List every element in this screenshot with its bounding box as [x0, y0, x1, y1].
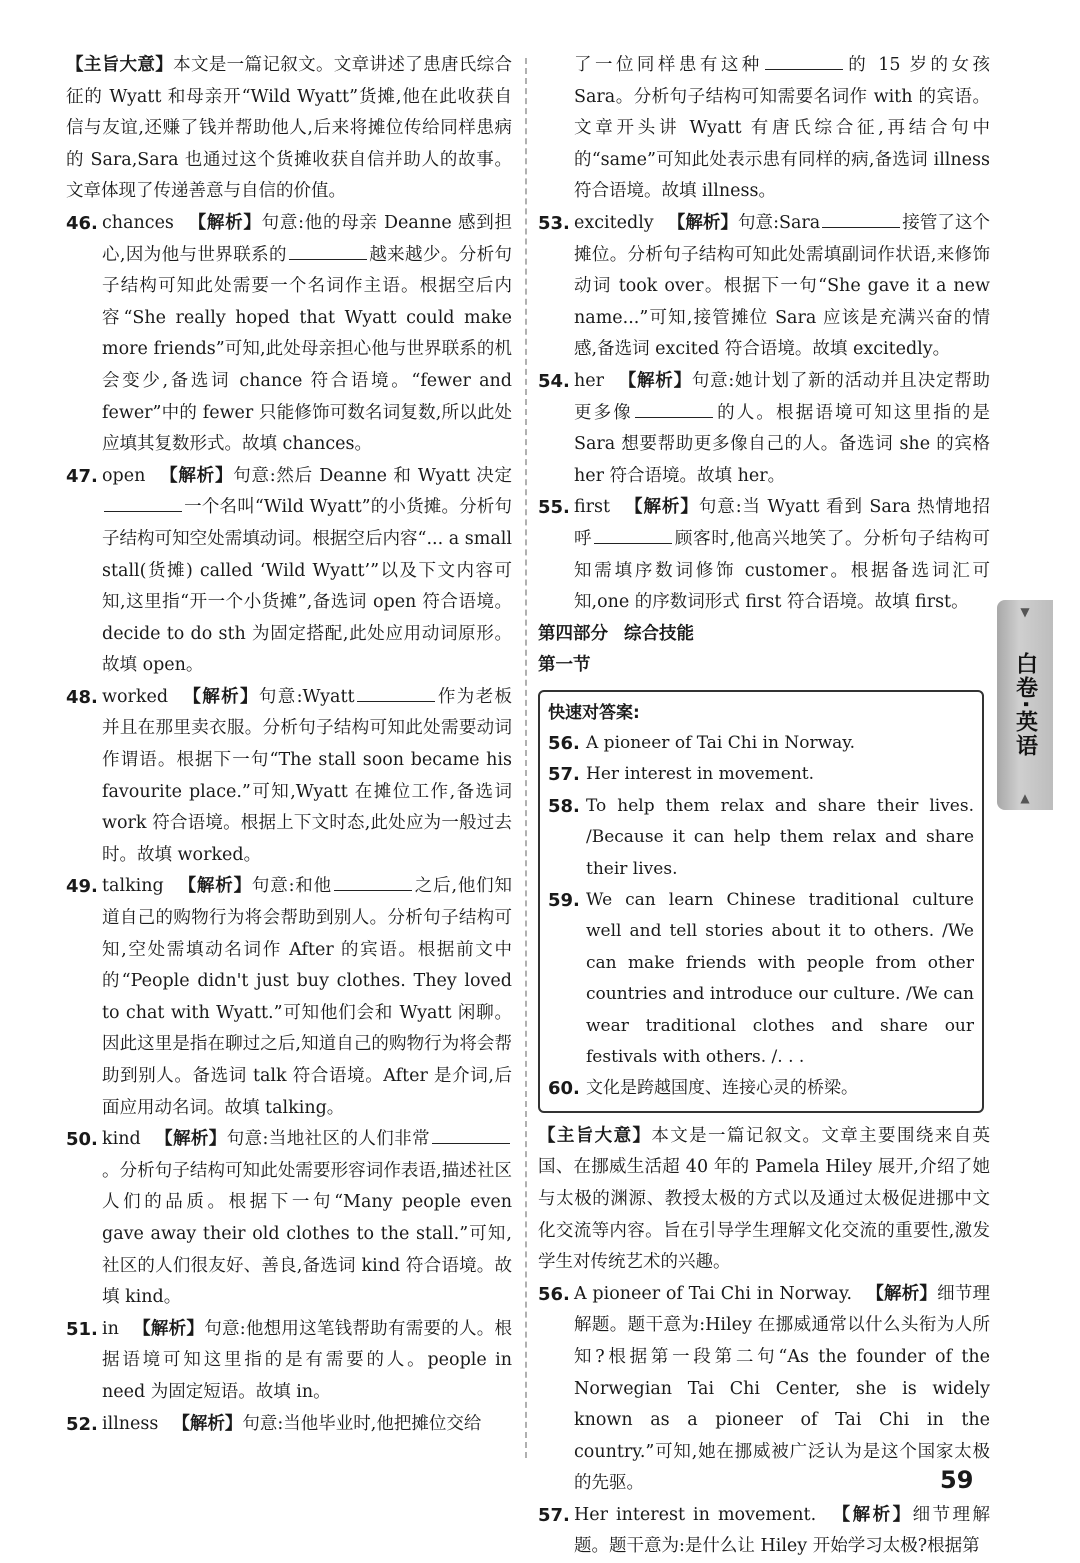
quick-answer-text: We can learn Chinese traditional culture well and tell stories about it to others. /We can make friends with people from other countries and introduce our culture. /We can wear traditional clothes and share our festivals with others. /. . .	[586, 889, 974, 1067]
item-text-pre: 句意:然后 Deanne 和 Wyatt 决定	[233, 465, 513, 486]
answer-item-54	[538, 366, 990, 492]
item-answer: first	[574, 497, 611, 518]
analysis-tag: 【解析】	[624, 497, 699, 518]
section-heading	[538, 619, 990, 651]
item-answer: in	[102, 1318, 119, 1339]
item-number: 58.	[548, 795, 580, 817]
quick-answer-56	[548, 728, 974, 759]
item-answer: her	[574, 370, 604, 391]
item-number: 53.	[538, 212, 570, 234]
quick-answer-58	[548, 791, 974, 885]
item-answer: A pioneer of Tai Chi in Norway.	[574, 1283, 853, 1304]
analysis-tag: 【解析】	[618, 370, 692, 391]
analysis-tag: 【解析】	[830, 1504, 913, 1525]
item-number: 54.	[538, 370, 570, 392]
quick-answer-text: To help them relax and share their lives. /Because it can help them relax and share their lives.	[586, 795, 974, 879]
side-tab-label: 白卷·英语	[1012, 651, 1038, 759]
item-number: 48.	[66, 686, 98, 708]
item-text-post: 的人。根据语境可知这里指的是 Sara 想要帮助更多像自己的人。备选词 she 的宾格 her 符合语境。故填 her。	[574, 402, 991, 486]
answer-item-46	[66, 208, 512, 461]
item-number: 55.	[538, 497, 570, 519]
item-text: 细节理解题。题干意为:是什么让 Hiley 开始学习太极?根据第	[574, 1504, 991, 1557]
quick-answer-59	[548, 885, 974, 1073]
section-name: 综合技能	[624, 623, 694, 644]
left-column	[66, 50, 512, 1440]
theme-text: 本文是一篇记叙文。文章主要围绕来自英国、在挪威生活超 40 年的 Pamela Hiley 展开,介绍了她与太极的渊源、教授太极的方式以及通过太极促进挪中文化交流等内容。旨在引导学生理解文化交流的重要性,激发学生对传统艺术的兴趣。	[538, 1125, 991, 1273]
item-text-post: 越来越少。分析句子结构可知此处需要一个名词作主语。根据空后内容“She really hoped that Wyatt could make more friends”可知,此处母亲担心他与世界联系的机会变少,备选词 chance 符合语境。“fewer and fewer”中的 fewer 只能修饰可数名词复数,所以此处应填其复数形式。故填 chances。	[102, 244, 513, 455]
item-answer: kind	[102, 1129, 141, 1150]
quick-answer-57	[548, 759, 974, 790]
subsection-heading: 第一节	[538, 655, 591, 676]
item-number: 60.	[548, 1078, 580, 1100]
quick-answer-text: Her interest in movement.	[586, 764, 815, 785]
item-text-post: 接管了这个摊位。分析句子结构可知此处需填副词作状语,来修饰动词 took over。根据下一句“She gave it a new name...”可知,接管摊位 Sara 应该是充满兴奋的情感,备选词 excited 符合语境。故填 excitedly。	[574, 212, 990, 360]
analysis-tag: 【解析】	[132, 1318, 205, 1339]
section-part: 第四部分	[538, 623, 608, 644]
analysis-tag: 【解析】	[182, 686, 259, 707]
item-text-pre: 句意:当地社区的人们非常	[226, 1129, 430, 1150]
item-text-pre: 句意:他想用这笔钱帮助有需要的人。根据语境可知这里指的是有需要的人。people in need 为固定短语。故填 in。	[102, 1318, 513, 1402]
item-text-pre: 了一位同样患有这种	[574, 55, 763, 75]
item-text-post: 的 15 岁的女孩 Sara。分析句子结构可知需要名词作 with 的宾语。文章开头讲 Wyatt 有唐氏综合征,再结合句中的“same”可知此处表示患有同样的病,备选词 illness 符合语境。故填 illness。	[574, 55, 990, 202]
item-number: 50.	[66, 1129, 98, 1151]
item-text-post: 顾客时,他高兴地笑了。分析句子结构可知需填序数词修饰 customer。根据备选词汇可知,one 的序数词形式 first 符合语境。故填 first。	[574, 528, 991, 613]
item-text-post: 。分析句子结构可知此处需要形容词作表语,描述社区人们的品质。根据下一句“Many people even gave away their old clothes to the stall.”可知,社区的人们很友好、善良,备选词 kind 符合语境。故填 kind。	[102, 1160, 512, 1308]
answer-item-53	[538, 208, 990, 366]
item-text-pre: 句意:她计划了新的活动并且决定帮助更多像	[574, 370, 991, 423]
answer-item-51	[66, 1314, 512, 1409]
triangle-up-icon: ▲	[1020, 790, 1030, 805]
item-answer: chances	[102, 212, 174, 233]
explanation-item-56	[538, 1279, 990, 1500]
analysis-tag: 【解析】	[177, 876, 252, 897]
answer-item-48	[66, 682, 512, 872]
item-number: 57.	[538, 1504, 570, 1526]
blank-line	[822, 209, 900, 228]
answer-item-52	[66, 1409, 512, 1441]
page-number: 59	[940, 1466, 974, 1494]
item-number: 56.	[548, 732, 580, 754]
analysis-tag: 【解析】	[866, 1283, 938, 1304]
item-text-post: 作为老板并且在那里卖衣服。分析句子结构可知此处需要动词作谓语。根据下一句“The stall soon became his favourite place.”可知,Wyatt 在摊位工作,备选词 work 符合语境。根据上下文时态,此处应为一般过去时。故填 worked。	[102, 686, 513, 865]
item-answer: Her interest in movement.	[574, 1504, 817, 1525]
triangle-down-icon: ▼	[1020, 605, 1030, 619]
blank-line	[594, 525, 672, 544]
item-number: 59.	[548, 889, 580, 911]
item-number: 56.	[538, 1283, 570, 1305]
analysis-tag: 【解析】	[187, 212, 262, 233]
analysis-tag: 【解析】	[172, 1413, 243, 1434]
item-answer: illness	[102, 1413, 159, 1434]
blank-line	[765, 51, 843, 70]
item-number: 46.	[66, 212, 98, 234]
answer-item-52-continued	[538, 50, 990, 208]
theme-text: 本文是一篇记叙文。文章讲述了患唐氏综合征的 Wyatt 和母亲开“Wild Wyatt”货摊,他在此收获自信与友谊,还赚了钱并帮助他人,后来将摊位传给同样患病的 Sara,Sara 也通过这个货摊收获自信并助人的故事。文章体现了传递善意与自信的价值。	[66, 55, 512, 202]
theme-summary	[66, 50, 512, 208]
answer-item-55	[538, 492, 990, 618]
answer-item-49	[66, 871, 512, 1124]
item-number: 49.	[66, 876, 98, 898]
theme-summary	[538, 1121, 990, 1279]
item-number: 57.	[548, 764, 580, 786]
item-answer: excitedly	[574, 212, 654, 233]
item-text-post: 之后,他们知道自己的购物行为将会帮助到别人。分析句子结构可知,空处需填动名词作 After 的宾语。根据前文中的“People didn't just buy clothes. They loved to chat with Wyatt.”可知他们会和 Wyatt 闲聊。因此这里是指在聊过之后,知道自己的购物行为将会帮助到别人。备选词 talk 符合语境。After 是介词,后面应用动名词。故填 talking。	[102, 876, 512, 1118]
blank-line	[334, 872, 412, 891]
side-tab	[997, 600, 1053, 810]
blank-line	[432, 1125, 510, 1144]
answer-item-47	[66, 461, 512, 682]
blank-line	[357, 683, 435, 702]
quick-answer-text: 文化是跨越国度、连接心灵的桥梁。	[586, 1078, 858, 1099]
answer-box-title: 快速对答案:	[548, 702, 640, 723]
item-number: 51.	[66, 1318, 98, 1340]
analysis-tag: 【解析】	[154, 1129, 227, 1150]
quick-answer-text: A pioneer of Tai Chi in Norway.	[586, 732, 856, 753]
item-number: 47.	[66, 465, 98, 487]
answer-item-50	[66, 1124, 512, 1314]
theme-label: 【主旨大意】	[538, 1125, 652, 1146]
theme-label: 【主旨大意】	[66, 55, 174, 75]
quick-answer-box	[538, 690, 984, 1113]
item-text-post: 一个名叫“Wild Wyatt”的小货摊。分析句子结构可知空处需填动词。根据空后内容“... a small stall(货摊) called ‘Wild Wyatt’”以及下文内容可知,这里指“开一个小货摊”,备选词 open 符合语境。decide to do sth 为固定搭配,此处应用动词原形。故填 open。	[102, 497, 512, 676]
item-answer: open	[102, 465, 146, 486]
item-text-pre: 句意:Sara	[737, 212, 821, 233]
blank-line	[635, 399, 713, 418]
blank-line	[289, 241, 367, 260]
item-text-pre: 句意:他的母亲 Deanne 感到担心,因为他与世界联系的	[102, 212, 512, 265]
explanation-item-57	[538, 1500, 990, 1563]
item-text-pre: 句意:Wyatt	[258, 686, 355, 707]
item-text-pre: 句意:当 Wyatt 看到 Sara 热情地招呼	[574, 497, 991, 549]
analysis-tag: 【解析】	[159, 465, 234, 486]
item-text-pre: 句意:和他	[251, 876, 332, 897]
analysis-tag: 【解析】	[667, 212, 738, 233]
column-divider	[525, 58, 527, 1458]
item-answer: worked	[102, 686, 169, 707]
quick-answer-60	[548, 1073, 974, 1104]
item-text: 细节理解题。题干意为:Hiley 在挪威通常以什么头衔为人所知?根据第一段第二句“As the founder of the Norwegian Tai Chi Center, she is widely known as a pioneer of Tai Chi in the country.”可知,她在挪威被广泛认为是这个国家太极的先驱。	[574, 1283, 991, 1494]
right-column	[538, 50, 990, 1563]
item-answer: talking	[102, 876, 164, 897]
item-text-pre: 句意:当他毕业时,他把摊位交给	[242, 1413, 482, 1434]
blank-line	[104, 493, 182, 512]
item-number: 52.	[66, 1413, 98, 1435]
